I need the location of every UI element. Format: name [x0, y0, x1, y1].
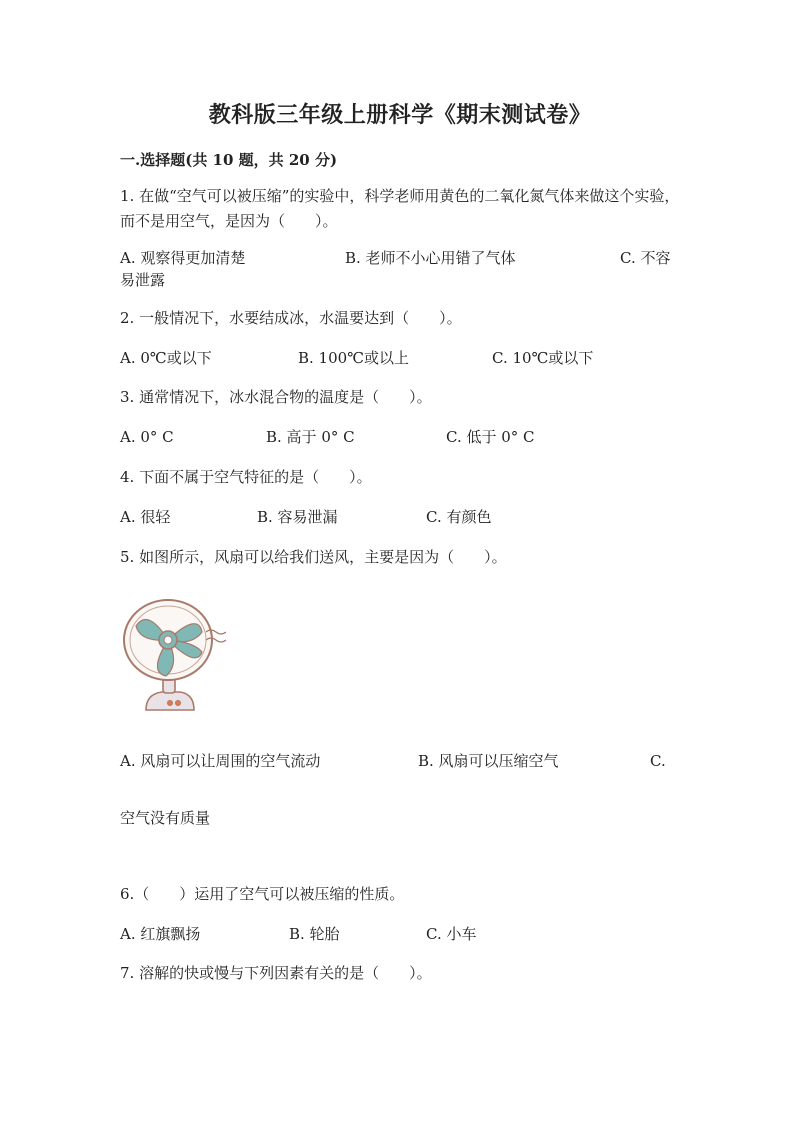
q5-option-a[interactable]: A. 风扇可以让周围的空气流动 — [120, 752, 321, 770]
electric-fan-icon — [118, 598, 240, 714]
q5-option-c-continued: 空气没有质量 — [120, 809, 211, 827]
q5-option-b[interactable]: B. 风扇可以压缩空气 — [418, 752, 559, 770]
question-3: 3. 通常情况下，冰水混合物的温度是（ ）。 — [120, 388, 432, 406]
question-5: 5. 如图所示，风扇可以给我们送风，主要是因为（ ）。 — [120, 548, 507, 566]
q1-option-c-continued: 易泄露 — [120, 271, 166, 289]
q4-option-c[interactable]: C. 有颜色 — [426, 508, 492, 526]
q4-option-a[interactable]: A. 很轻 — [120, 508, 171, 526]
q3-option-c[interactable]: C. 低于 0° C — [446, 428, 535, 446]
section-heading: 一.选择题(共 10 题，共 20 分) — [120, 151, 338, 169]
question-6: 6.（ ）运用了空气可以被压缩的性质。 — [120, 885, 405, 903]
q6-option-a[interactable]: A. 红旗飘扬 — [120, 925, 201, 943]
q5-option-c[interactable]: C. — [650, 752, 666, 770]
question-7: 7. 溶解的快或慢与下列因素有关的是（ ）。 — [120, 964, 432, 982]
question-2: 2. 一般情况下，水要结成冰，水温要达到（ ）。 — [120, 309, 462, 327]
q6-option-b[interactable]: B. 轮胎 — [289, 925, 340, 943]
question-1: 1. 在做“空气可以被压缩”的实验中，科学老师用黄色的二氧化氮气体来做这个实验，而不是用空气，是因为（ ）。 — [120, 187, 680, 230]
exam-title: 教科版三年级上册科学《期末测试卷》 — [208, 102, 592, 128]
q3-option-b[interactable]: B. 高于 0° C — [266, 428, 355, 446]
q2-option-c[interactable]: C. 10℃或以下 — [492, 349, 594, 367]
q2-option-a[interactable]: A. 0℃或以下 — [120, 349, 212, 367]
q2-option-b[interactable]: B. 100℃或以上 — [298, 349, 409, 367]
q6-option-c[interactable]: C. 小车 — [426, 925, 477, 943]
question-4: 4. 下面不属于空气特征的是（ ）。 — [120, 468, 372, 486]
q1-option-c[interactable]: C. 不容 — [620, 249, 671, 267]
q1-option-b[interactable]: B. 老师不小心用错了气体 — [345, 249, 516, 267]
q4-option-b[interactable]: B. 容易泄漏 — [257, 508, 338, 526]
q3-option-a[interactable]: A. 0° C — [120, 428, 174, 446]
q1-option-a[interactable]: A. 观察得更加清楚 — [120, 249, 246, 267]
